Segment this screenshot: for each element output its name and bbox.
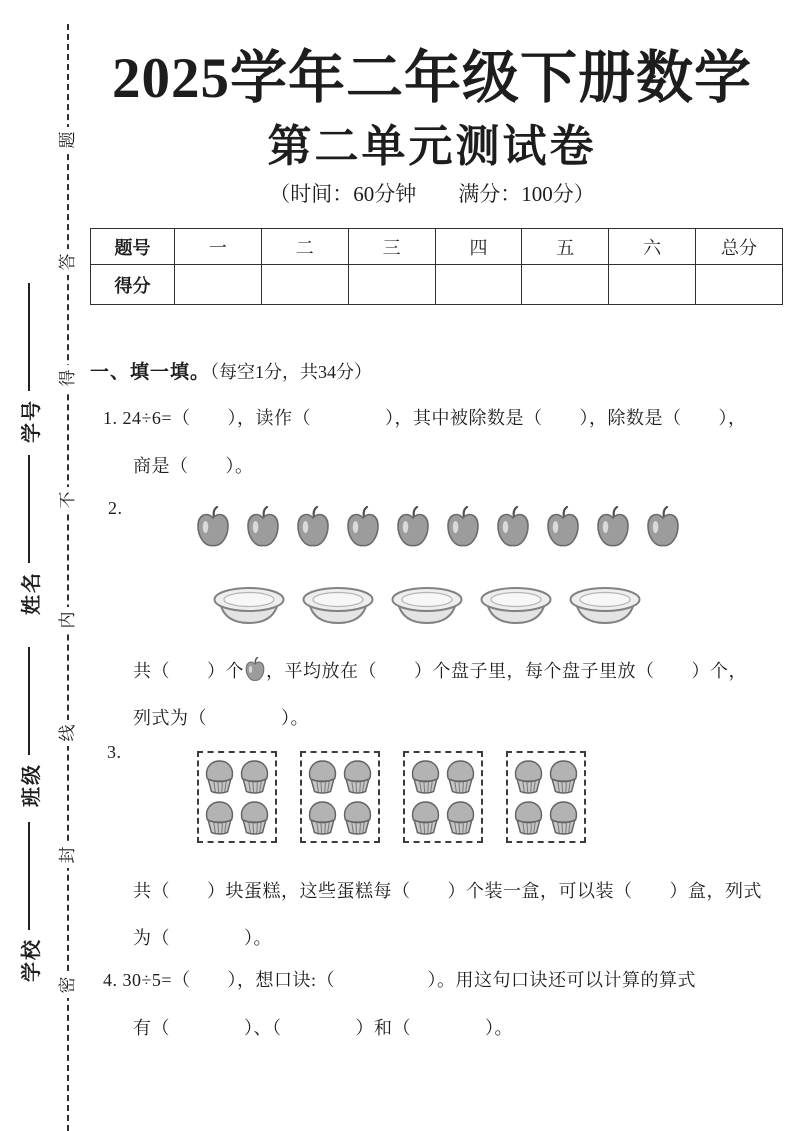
question-1-text: 24÷6=（ ），读作（ ），其中被除数是（ ），除数是（ ），	[122, 408, 747, 428]
field-name-label: 姓名	[20, 571, 43, 615]
question-2-text-before: 共（ ）个	[133, 661, 244, 681]
apple-icon	[296, 506, 330, 550]
cake-box	[197, 751, 277, 843]
score-table-empty-cell	[696, 265, 783, 305]
apple-icon	[646, 506, 680, 550]
apple-icon	[446, 506, 480, 550]
seal-char: 题	[55, 127, 81, 153]
cake-box	[506, 751, 586, 843]
score-table-cell: 得分	[91, 265, 175, 305]
cupcake-icon	[548, 800, 579, 835]
apple-icon	[396, 506, 430, 550]
score-table-empty-cell	[609, 265, 696, 305]
score-table-score-row	[91, 265, 783, 305]
seal-dashed-line	[67, 24, 69, 1131]
plate-icon	[212, 586, 286, 628]
section-one-heading	[90, 357, 372, 384]
score-table-cell: 题号	[91, 229, 175, 265]
score-table-cell: 六	[609, 229, 696, 265]
field-name	[16, 455, 42, 615]
blank-line	[28, 647, 30, 755]
time-score-info: （时间：60分钟 满分：100分）	[269, 182, 595, 206]
cupcake-icon	[513, 800, 544, 835]
question-4-line-1	[103, 966, 696, 992]
seal-char: 不	[55, 487, 81, 513]
inline-apple-wrap	[245, 657, 265, 688]
cupcake-icon	[342, 800, 373, 835]
score-table-cell: 二	[261, 229, 348, 265]
question-2-line-2: 列式为（ ）。	[133, 708, 309, 728]
question-1-number: 1.	[103, 408, 118, 428]
field-student-id-label: 学号	[20, 399, 43, 443]
seal-char: 得	[55, 365, 81, 391]
cupcake-icon	[513, 759, 544, 794]
cupcake-icon	[204, 800, 235, 835]
cake-box	[403, 751, 483, 843]
score-table-header-row	[91, 229, 783, 265]
score-table-empty-cell	[435, 265, 522, 305]
score-table-cell: 五	[522, 229, 609, 265]
apple-icon	[546, 506, 580, 550]
paper-subtitle: 第二单元测试卷	[267, 122, 597, 171]
score-table	[90, 228, 783, 305]
blank-line	[28, 455, 30, 563]
seal-char: 答	[55, 249, 81, 275]
plate-icon	[568, 586, 642, 628]
score-table-empty-cell	[175, 265, 262, 305]
cupcake-icon	[445, 759, 476, 794]
cupcake-icon	[548, 759, 579, 794]
cupcake-icon	[204, 759, 235, 794]
score-table-cell: 四	[435, 229, 522, 265]
question-4-line-2: 有（ ）、（ ）和（ ）。	[133, 1018, 513, 1038]
cupcake-icon	[410, 759, 441, 794]
plate-icon	[390, 586, 464, 628]
cupcake-icon	[307, 759, 338, 794]
question-2-line-1	[133, 657, 747, 688]
seal-char: 线	[55, 720, 81, 746]
plate-icon	[301, 586, 375, 628]
cupcake-icon	[342, 759, 373, 794]
cupcake-icon	[239, 800, 270, 835]
question-4-number: 4.	[103, 970, 118, 990]
question-1-line-1	[103, 404, 747, 430]
field-class-label: 班级	[20, 763, 43, 807]
score-table-cell: 总分	[696, 229, 783, 265]
apple-icon	[596, 506, 630, 550]
apple-icon	[496, 506, 530, 550]
apple-icon	[196, 506, 230, 550]
question-3-number: 3.	[107, 742, 122, 762]
paper-title: 2025学年二年级下册数学	[112, 47, 752, 110]
apples-row	[196, 506, 680, 550]
field-school-label: 学校	[20, 938, 43, 982]
seal-char: 封	[55, 842, 81, 868]
cupcake-icon	[307, 800, 338, 835]
cupcake-icon	[445, 800, 476, 835]
cupcake-icon	[410, 800, 441, 835]
question-1-line-2: 商是（ ）。	[133, 456, 254, 476]
score-table-empty-cell	[522, 265, 609, 305]
seal-char: 内	[55, 607, 81, 633]
question-2-text-after: ，平均放在（ ）个盘子里，每个盘子里放（ ）个，	[266, 661, 747, 681]
field-school	[16, 822, 42, 982]
plates-row	[212, 586, 642, 628]
score-table-empty-cell	[261, 265, 348, 305]
seal-char: 密	[55, 972, 81, 998]
plate-icon	[479, 586, 553, 628]
section-one-heading-note: （每空1分，共34分）	[210, 362, 373, 382]
cupcake-icon	[239, 759, 270, 794]
cake-boxes-row	[197, 751, 586, 843]
score-table-cell: 三	[348, 229, 435, 265]
field-class	[16, 647, 42, 807]
score-table-cell: 一	[175, 229, 262, 265]
apple-icon	[245, 657, 265, 683]
question-4-text: 30÷5=（ ），想口诀:（ ）。用这句口诀还可以计算的算式	[122, 970, 697, 990]
question-3-line-2: 为（ ）。	[133, 928, 272, 948]
apple-icon	[246, 506, 280, 550]
section-one-heading-title: 一、填一填。	[90, 362, 211, 383]
apple-icon	[346, 506, 380, 550]
blank-line	[28, 283, 30, 391]
question-3-line-1: 共（ ）块蛋糕，这些蛋糕每（ ）个装一盒，可以装（ ）盒，列式	[133, 881, 762, 901]
score-table-empty-cell	[348, 265, 435, 305]
cake-box	[300, 751, 380, 843]
field-student-id	[16, 283, 42, 443]
question-2-number: 2.	[108, 498, 123, 518]
blank-line	[28, 822, 30, 930]
